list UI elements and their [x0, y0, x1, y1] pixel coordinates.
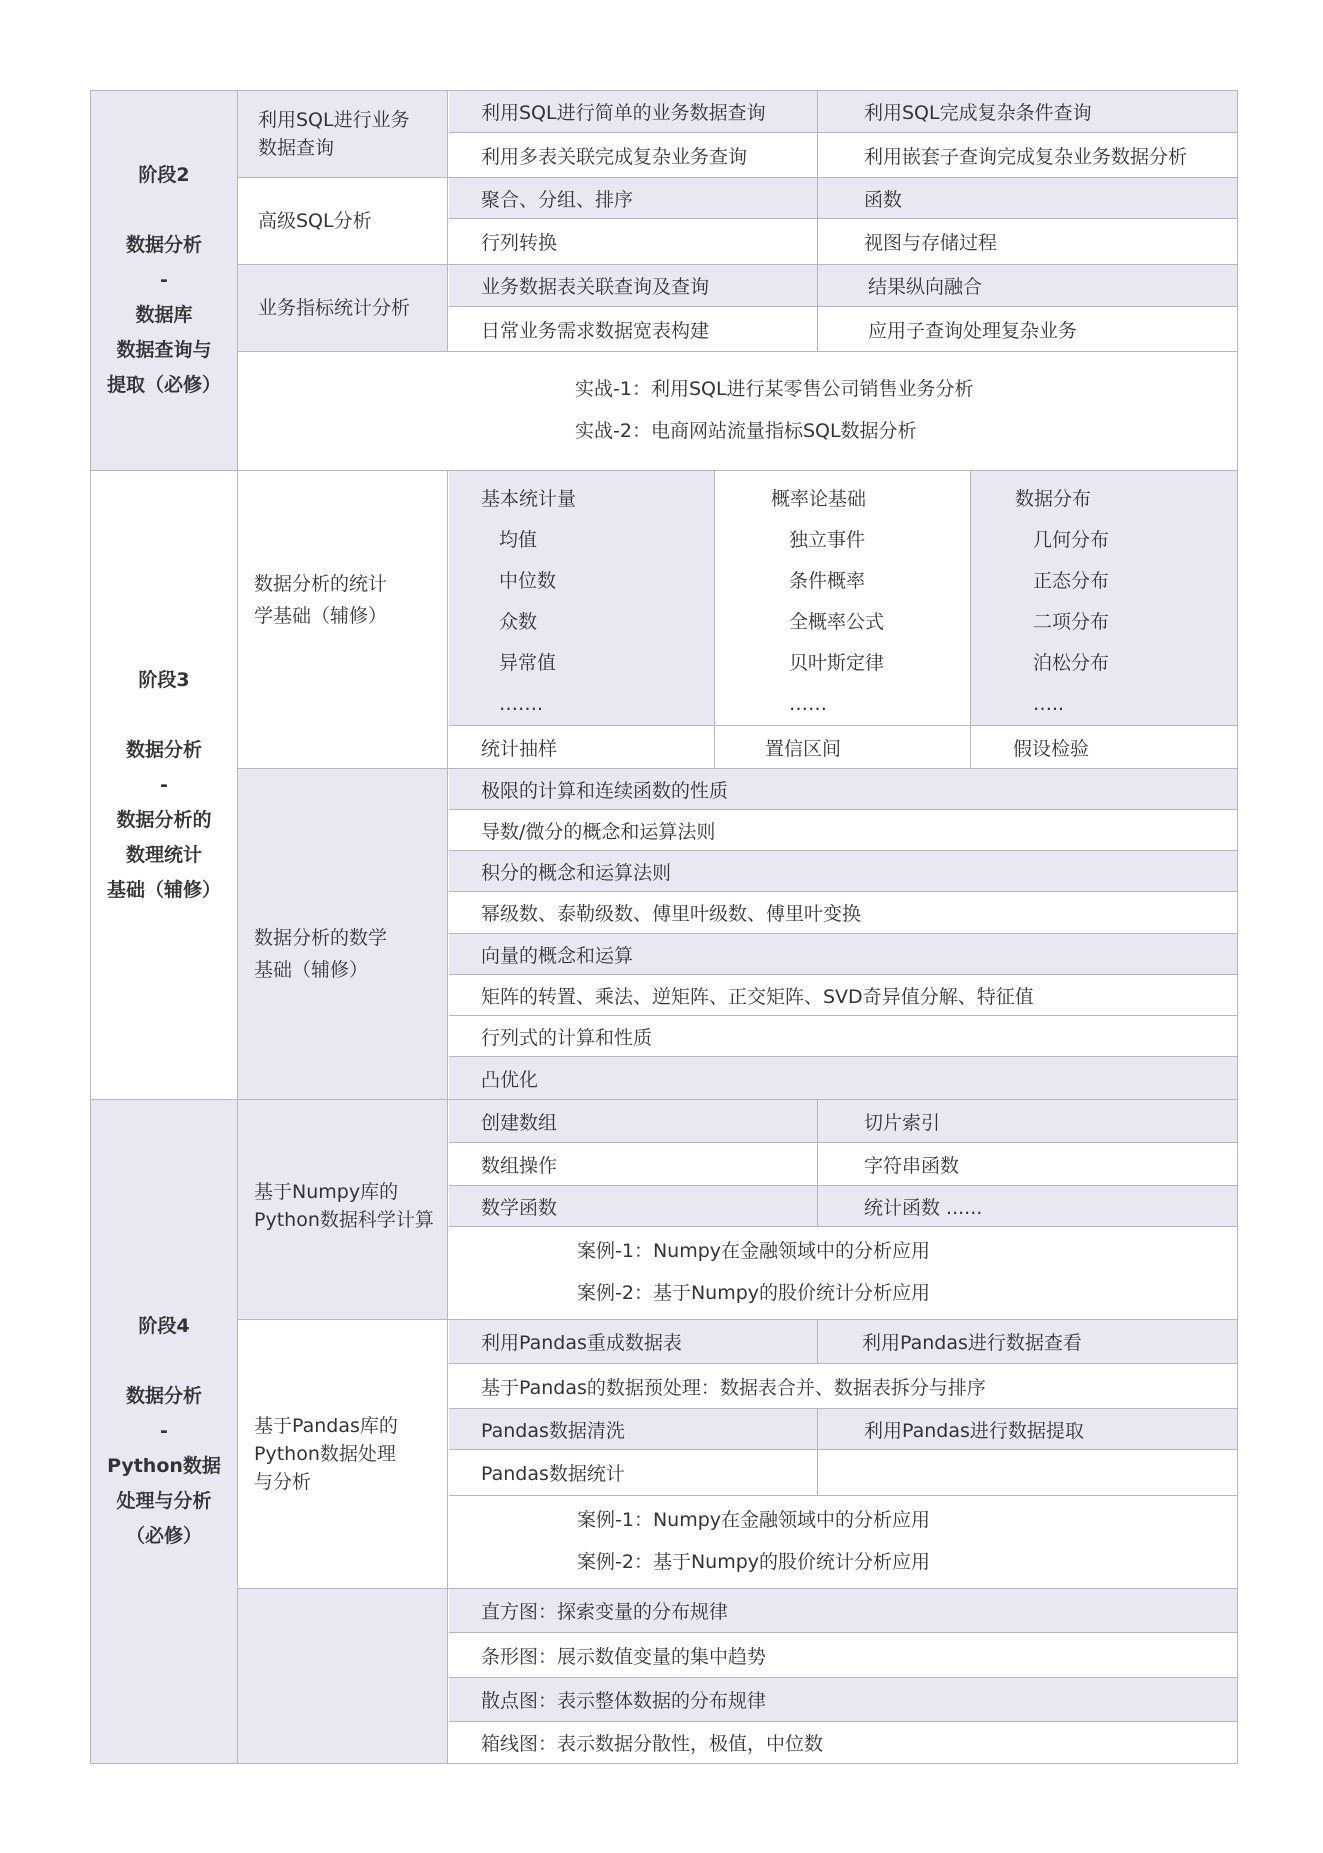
statistics-group	[238, 471, 1237, 769]
table-cell: 条形图：展示数值变量的集中趋势	[481, 1645, 767, 1668]
table-cell: 矩阵的转置、乘法、逆矩阵、正交矩阵、SVD奇异值分解、特征值	[481, 985, 1034, 1008]
kpi-analysis-group	[238, 265, 1237, 352]
stats-item: …..	[1033, 693, 1065, 715]
group-label: 数据分析的统计学基础（辅修）	[238, 471, 448, 768]
table-row	[449, 1320, 1237, 1364]
stage-2-title: 阶段2	[138, 164, 190, 186]
table-cell: 利用Pandas重成数据表	[481, 1332, 682, 1354]
group-label: 高级SQL分析	[238, 178, 448, 264]
table-cell: 数组操作	[481, 1154, 558, 1177]
practice-item: 实战-2：电商网站流量指标SQL数据分析	[575, 420, 917, 442]
table-cell: 函数	[817, 178, 1237, 218]
stats-item: 中位数	[499, 570, 557, 592]
table-row	[449, 1100, 1237, 1143]
table-cell: 统计函数 ......	[817, 1186, 1237, 1226]
stage-4-title: 阶段4	[138, 1315, 190, 1337]
stats-columns-row	[449, 471, 1237, 726]
stage-4-block	[90, 1100, 1238, 1764]
table-cell: 置信区间	[714, 726, 970, 768]
table-cell: 切片索引	[817, 1100, 1237, 1142]
table-row	[449, 1057, 1237, 1099]
table-row	[449, 1143, 1237, 1186]
pandas-group	[238, 1320, 1237, 1589]
table-row	[449, 1016, 1237, 1057]
stats-item: …….	[499, 693, 544, 715]
stats-item: 条件概率	[789, 570, 866, 592]
group-label	[238, 1589, 448, 1763]
table-cell: 统计抽样	[481, 737, 558, 760]
curriculum-table	[90, 90, 1238, 1764]
table-cell: 行列转换	[481, 232, 558, 254]
stats-item: 正态分布	[1033, 570, 1110, 592]
visualization-group	[238, 1589, 1237, 1763]
stage-3-name-line: 数据分析的	[116, 808, 212, 831]
table-cell: 凸优化	[481, 1068, 539, 1091]
numpy-group	[238, 1100, 1237, 1320]
table-cell: 利用SQL完成复杂条件查询	[817, 91, 1237, 132]
table-row	[449, 265, 1237, 307]
table-row	[449, 1633, 1237, 1678]
case-block	[449, 1496, 1237, 1588]
stats-column-head: 基本统计量	[481, 488, 577, 510]
table-cell: 直方图：探索变量的分布规律	[481, 1601, 729, 1623]
stats-item: ……	[789, 693, 827, 715]
table-row	[449, 307, 1237, 351]
stage-2-name-line: -	[160, 269, 168, 291]
table-cell: 利用嵌套子查询完成复杂业务数据分析	[817, 133, 1237, 177]
stats-column	[449, 471, 714, 725]
table-cell: 基于Pandas的数据预处理：数据表合并、数据表拆分与排序	[481, 1376, 986, 1399]
stage-4-name-line: -	[160, 1420, 168, 1442]
table-cell: 行列式的计算和性质	[481, 1026, 653, 1049]
case-item: 案例-2：基于Numpy的股价统计分析应用	[577, 1551, 931, 1573]
stats-column	[714, 471, 970, 725]
table-cell: 视图与存储过程	[817, 219, 1237, 264]
table-row	[449, 769, 1237, 810]
table-cell: 聚合、分组、排序	[481, 188, 634, 211]
group-label: 数据分析的数学基础（辅修）	[238, 769, 448, 1099]
table-row	[449, 1450, 1237, 1496]
table-cell: 箱线图：表示数据分散性，极值，中位数	[481, 1733, 824, 1755]
group-label: 基于Numpy库的Python数据科学计算	[238, 1100, 448, 1319]
math-group	[238, 769, 1237, 1099]
stage-2-block	[90, 90, 1238, 471]
stats-item: 众数	[499, 611, 538, 633]
stats-item: 几何分布	[1033, 529, 1110, 551]
stage-4-name-line: 处理与分析	[116, 1490, 212, 1512]
table-cell-empty	[817, 1450, 1237, 1495]
practice-item: 实战-1：利用SQL进行某零售公司销售业务分析	[575, 378, 974, 400]
table-cell: 利用Pandas进行数据提取	[817, 1409, 1237, 1449]
stats-column	[970, 471, 1237, 725]
table-cell: 创建数组	[481, 1111, 558, 1134]
table-cell: 积分的概念和运算法则	[481, 861, 672, 884]
case-block	[449, 1227, 1237, 1319]
stage-2-label	[91, 91, 238, 470]
table-row	[449, 1364, 1237, 1409]
group-label: 业务指标统计分析	[238, 265, 448, 351]
group-label: 基于Pandas库的Python数据处理与分析	[238, 1320, 448, 1588]
table-cell: 导数/微分的概念和运算法则	[481, 820, 716, 843]
practice-block	[238, 352, 1237, 470]
stats-column-head: 数据分布	[1015, 488, 1092, 510]
table-cell: 利用SQL进行简单的业务数据查询	[481, 102, 766, 124]
stage-2-name-line: 数据分析	[125, 234, 202, 256]
table-row	[449, 1722, 1237, 1763]
table-cell: 散点图：表示整体数据的分布规律	[481, 1690, 767, 1712]
stats-item: 泊松分布	[1033, 652, 1110, 674]
table-row	[449, 810, 1237, 851]
table-row	[449, 934, 1237, 975]
stage-3-title: 阶段3	[138, 668, 190, 691]
table-cell: 假设检验	[970, 726, 1237, 768]
table-cell: 结果纵向融合	[817, 265, 1237, 306]
stage-2-name-line: 提取（必修）	[106, 374, 221, 396]
table-row	[449, 91, 1237, 133]
table-cell: 数学函数	[481, 1196, 558, 1219]
table-row	[449, 1186, 1237, 1227]
stage-4-label	[91, 1100, 238, 1763]
table-row	[449, 892, 1237, 934]
table-cell: 利用Pandas进行数据查看	[817, 1320, 1237, 1363]
stats-item: 全概率公式	[789, 611, 885, 633]
stats-item: 异常值	[499, 652, 557, 674]
stage-4-name-line: （必修）	[125, 1525, 202, 1547]
table-cell: Pandas数据统计	[481, 1463, 625, 1485]
stage-3-block	[90, 471, 1238, 1100]
stage-3-label	[91, 471, 238, 1099]
group-label: 利用SQL进行业务数据查询	[238, 91, 448, 177]
stage-2-name-line: 数据查询与	[116, 339, 212, 361]
stats-footer-row	[449, 726, 1237, 768]
table-cell: 应用子查询处理复杂业务	[817, 307, 1237, 351]
stage-2-name-line: 数据库	[135, 304, 193, 326]
stage-4-name-line: 数据分析	[125, 1385, 202, 1407]
stage-3-name-line: 基础（辅修）	[106, 878, 221, 901]
stats-item: 贝叶斯定律	[789, 652, 885, 674]
table-row	[449, 975, 1237, 1016]
stats-column-head: 概率论基础	[771, 488, 867, 510]
stage-3-name-line: 数据分析	[125, 738, 202, 761]
stats-item: 独立事件	[789, 529, 866, 551]
table-cell: 日常业务需求数据宽表构建	[481, 319, 710, 342]
table-row	[449, 133, 1237, 177]
case-item: 案例-1：Numpy在金融领域中的分析应用	[577, 1509, 931, 1531]
table-row	[449, 219, 1237, 264]
case-item: 案例-2：基于Numpy的股价统计分析应用	[577, 1282, 931, 1304]
sql-query-group	[238, 91, 1237, 178]
table-cell: Pandas数据清洗	[481, 1419, 625, 1442]
table-row	[449, 851, 1237, 892]
table-row	[449, 1589, 1237, 1633]
table-cell: 利用多表关联完成复杂业务查询	[481, 145, 748, 168]
stage-3-name-line: -	[160, 773, 168, 796]
table-cell: 极限的计算和连续函数的性质	[481, 779, 729, 802]
table-cell: 向量的概念和运算	[481, 944, 634, 967]
table-row	[449, 1678, 1237, 1722]
table-cell: 字符串函数	[817, 1143, 1237, 1185]
stage-4-name-line: Python数据	[107, 1455, 221, 1477]
stats-item: 均值	[499, 529, 538, 551]
table-row	[449, 1409, 1237, 1450]
stage-3-name-line: 数理统计	[125, 843, 202, 866]
case-item: 案例-1：Numpy在金融领域中的分析应用	[577, 1240, 931, 1262]
stats-item: 二项分布	[1033, 611, 1110, 633]
advanced-sql-group	[238, 178, 1237, 265]
table-cell: 幂级数、泰勒级数、傅里叶级数、傅里叶变换	[481, 903, 862, 925]
table-cell: 业务数据表关联查询及查询	[481, 276, 710, 298]
table-row	[449, 178, 1237, 219]
